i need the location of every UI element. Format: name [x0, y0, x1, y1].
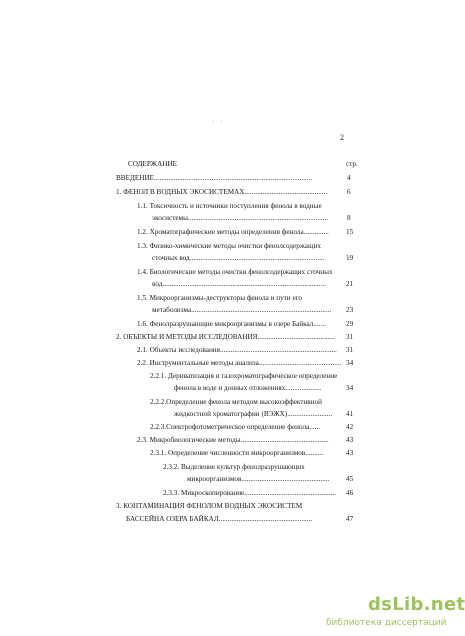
toc-entry-text: ОБЪЕКТЫ И МЕТОДЫ ИССЛЕДОВАНИЯ [123, 333, 258, 341]
toc-entry-text-cont: сточных вод [152, 254, 190, 262]
toc-entry-text: Выделение культур фенолразрушающих [180, 463, 305, 471]
toc-leader-dots: .......... [305, 449, 324, 457]
toc-entry-page: 45 [346, 475, 354, 483]
toc-entry-page: 23 [346, 306, 354, 314]
toc-leader-dots: ........................................................................................... [162, 280, 326, 288]
toc-entry-number: 1.3. [137, 242, 148, 250]
toc-leader-dots: ......................... [287, 410, 333, 418]
toc-leader-dots: ................................................. [240, 436, 329, 444]
toc-heading: СОДЕРЖАНИЕ [128, 160, 178, 168]
toc-entry-text-cont: фенола в воде и донных отложениях [174, 384, 286, 392]
toc-entry-1-3[interactable] [137, 242, 321, 251]
toc-entry-text: ФЕНОЛ В ВОДНЫХ ЭКОСИСТЕМАХ [123, 188, 245, 196]
toc-entry-number: 2.2. [137, 359, 148, 367]
toc-leader-dots: ........................................................................... [189, 254, 325, 262]
watermark-caption: библиотека диссертаций [326, 618, 447, 628]
toc-entry-text-cont: метаболизма [152, 306, 192, 314]
toc-entry-number: 1.5. [137, 294, 148, 302]
toc-entry-text-cont: вод [152, 280, 163, 288]
toc-entry-page: 42 [346, 423, 354, 431]
toc-entry-page: 47 [346, 515, 354, 523]
toc-entry-number: 1.4. [137, 268, 148, 276]
toc-entry-page: 31 [346, 346, 354, 354]
toc-entry-1-5[interactable] [137, 294, 302, 303]
toc-entry-chapter-2[interactable] [116, 333, 343, 342]
toc-entry-text: Определение численности микроорганизмов [167, 449, 306, 457]
toc-entry-2-2-1-cont [174, 384, 325, 393]
toc-entry-text-cont: БАССЕЙНА ОЗЕРА БАЙКАЛ [126, 515, 219, 523]
toc-entry-text-cont: жидкостной хроматографии (ВЭЖХ) [174, 410, 288, 418]
toc-leader-dots: .................... [285, 384, 322, 392]
toc-entry-number: 2.3.3. [163, 489, 180, 497]
toc-entry-text: Дериватизация и газохроматографическое определение [167, 372, 338, 380]
toc-leader-dots: ........................................... [257, 333, 335, 341]
toc-entry-page: 46 [346, 489, 354, 497]
toc-entry-number: 2.3. [137, 436, 148, 444]
toc-entry-page: 31 [346, 333, 354, 341]
toc-entry-page: 15 [346, 228, 354, 236]
toc-entry-chapter-1[interactable] [116, 188, 335, 197]
toc-entry-text-cont: экосистемы [152, 214, 188, 222]
toc-entry-text-cont: микроорганизмов [187, 475, 242, 483]
toc-entry-number: 2.2.2. [150, 398, 167, 406]
toc-entry-page: 19 [346, 254, 354, 262]
toc-entry-1-6[interactable] [137, 320, 327, 329]
toc-entry-chapter-3-cont [126, 515, 323, 524]
scan-speck: · · [212, 118, 225, 126]
toc-entry-number: 1.6. [137, 320, 148, 328]
toc-entry-number: 1.1. [137, 202, 148, 210]
toc-entry-page: 4 [347, 174, 351, 182]
toc-entry-page: 21 [346, 280, 354, 288]
toc-entry-2-2-2[interactable] [150, 398, 322, 407]
toc-entry-page: 41 [346, 410, 354, 418]
toc-entry-1-4-cont [152, 280, 340, 289]
toc-entry-2-3-1[interactable] [150, 449, 325, 458]
toc-entry-page: 43 [346, 436, 354, 444]
toc-entry-text: Инструментальные методы анализа [149, 359, 259, 367]
logo-suffix: .net [423, 594, 465, 615]
page-column-label: стр. [346, 160, 358, 168]
toc-entry-text: Микроорганизмы-деструкторы фенола и пути его [149, 294, 303, 302]
toc-entry-2-2-2-cont [174, 410, 337, 419]
toc-entry-page: 6 [347, 188, 351, 196]
toc-leader-dots: .............................................................................. [191, 306, 332, 314]
toc-entry-text: Спектрофотометрическое определение фенола [166, 423, 310, 431]
toc-entry-1-4[interactable] [137, 268, 333, 277]
toc-entry-introduction[interactable] [116, 174, 336, 183]
toc-entry-number: 1.2. [137, 228, 148, 236]
toc-entry-1-1[interactable] [137, 202, 322, 211]
toc-entry-page: 43 [346, 449, 354, 457]
toc-leader-dots: ...... [309, 423, 321, 431]
toc-entry-number: 2.1. [137, 346, 148, 354]
toc-leader-dots: .................................................... [218, 515, 313, 523]
toc-entry-number: 2.3.2. [163, 463, 180, 471]
logo-prefix: ds [368, 594, 393, 615]
toc-entry-2-2-1[interactable] [150, 372, 337, 381]
toc-entry-2-3-2[interactable] [163, 463, 305, 472]
toc-leader-dots: ................................................. [241, 475, 330, 483]
toc-entry-2-1[interactable] [137, 346, 350, 355]
toc-entry-2-3-2-cont [187, 475, 339, 484]
toc-entry-text: КОНТАМИНАЦИЯ ФЕНОЛОМ ВОДНЫХ ЭКОСИСТЕМ [123, 502, 303, 510]
toc-entry-text: Биологические методы очистки фенолсодержащих сточных [149, 268, 333, 276]
toc-entry-number: 2.2.3. [150, 423, 167, 431]
toc-entry-chapter-3[interactable] [116, 502, 302, 511]
toc-leader-dots: ........................................................................................ [154, 174, 313, 182]
toc-leader-dots: ................................................... [244, 489, 336, 497]
toc-entry-text: Фенолразрушающие микроорганизмы в озере Байкал [149, 320, 314, 328]
toc-entry-2-3-3[interactable] [163, 489, 346, 498]
logo-lib: Lib [392, 594, 424, 615]
toc-entry-2-3[interactable] [137, 436, 339, 445]
toc-entry-1-5-cont [152, 306, 346, 315]
toc-leader-dots: .............................................. [258, 359, 342, 367]
toc-entry-text: Микроскопирование [180, 489, 245, 497]
toc-leader-dots: .............. [303, 228, 329, 236]
toc-leader-dots: ................................................................. [219, 346, 337, 354]
toc-entry-number: 2.2.1. [150, 372, 167, 380]
toc-entry-text: Микробиологические методы [149, 436, 241, 444]
toc-entry-page: 29 [346, 320, 354, 328]
dslib-logo [368, 594, 465, 615]
toc-entry-text: Определение фенола методом высокоэффективной [166, 398, 322, 406]
toc-entry-1-3-cont [152, 254, 336, 263]
toc-entry-page: 34 [346, 384, 354, 392]
toc-entry-text: Объекты исследования [149, 346, 220, 354]
page-number: 2 [340, 133, 344, 142]
toc-entry-text: Хроматографические методы определения фенола [149, 228, 304, 236]
toc-leader-dots: ....... [313, 320, 326, 328]
toc-leader-dots: .............................................. [244, 188, 328, 196]
toc-leader-dots: .............................................................................. [187, 214, 329, 222]
toc-entry-page: 8 [347, 214, 351, 222]
toc-entry-2-2-3[interactable] [150, 423, 321, 432]
toc-entry-2-2[interactable] [137, 359, 354, 368]
toc-entry-number: 2. [116, 333, 122, 341]
toc-entry-text: Физико-химические методы очистки фенолсодержащих [149, 242, 321, 250]
toc-entry-text: Токсичность и источники поступления фенола в водные [149, 202, 322, 210]
toc-entry-number: 1. [116, 188, 122, 196]
toc-entry-number: 2.3.1. [150, 449, 167, 457]
toc-entry-page: 34 [346, 359, 354, 367]
toc-entry-text: ВВЕДЕНИЕ [116, 174, 155, 182]
toc-entry-number: 3. [116, 502, 122, 510]
toc-entry-1-1-cont [152, 214, 338, 223]
toc-entry-1-2[interactable] [137, 228, 332, 237]
